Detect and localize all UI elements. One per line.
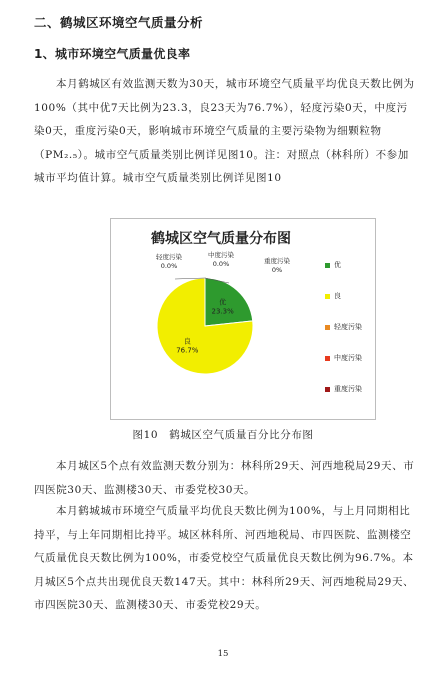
slice-percent-heavy-pollution: 0%: [271, 266, 283, 274]
pie-chart-figure: [110, 218, 376, 420]
legend-label-excellent: 优: [334, 261, 341, 269]
legend-swatch-heavy-pollution: [325, 387, 330, 392]
slice-label-light-pollution: 轻度污染: [156, 253, 182, 261]
legend-item-heavy-pollution: [325, 383, 362, 395]
paragraph-monitoring-days: 本月城区5个点有效监测天数分别为：林科所29天、河西地税局29天、市四医院30天、监测楼30天、市委党校30天。: [34, 460, 415, 496]
slice-percent-excellent: 23.3%: [211, 307, 234, 316]
legend-item-light-pollution: [325, 321, 362, 333]
legend-item-good: [325, 290, 341, 302]
legend-swatch-excellent: [325, 263, 330, 268]
section-heading: 二、鹤城区环境空气质量分析: [34, 15, 204, 30]
paragraph-good-days-analysis: 本月鹤城城市环境空气质量平均优良天数比例为100%，与上月同期相比持平，与上年同期相比持平。城区林科所、河西地税局、市四医院、监测楼空气质量优良天数比例为100%，市委党校空气质量优良天数比例为96.7%。本月城区5个点共出现优良天数147天。其中：林科所29天、河西地税局29天、市四医院30天、监测楼30天、市委党校29天。: [34, 505, 415, 611]
slice-label-moderate-pollution: 中度污染: [208, 251, 234, 259]
legend-item-moderate-pollution: [325, 352, 362, 364]
figure-caption: 图10 鹤城区空气质量百分比分布图: [132, 429, 314, 441]
slice-percent-light-pollution: 0.0%: [160, 262, 178, 270]
slice-label-excellent: 优: [219, 298, 227, 307]
legend-item-excellent: [325, 259, 341, 271]
slice-percent-good: 76.7%: [176, 346, 199, 355]
subsection-heading: 1、城市环境空气质量优良率: [34, 47, 191, 61]
legend-swatch-good: [325, 294, 330, 299]
pie-slice-excellent: [205, 278, 253, 326]
slice-label-good: 良: [183, 337, 191, 346]
paragraph-monthly-summary: 本月鹤城区有效监测天数为30天，城市环境空气质量平均优良天数比例为100%（其中优7天比例为23.3，良23天为76.7%），轻度污染0天，中度污染0天，重度污染0天，影响城市环境空气质量的主要污染物为细颗粒物（PM₂.₅）。城市空气质量类别比例详见图10。注：对照点（林科所）不参加城市平均值计算。城市空气质量类别比例详见图10: [34, 78, 415, 184]
legend-swatch-moderate-pollution: [325, 356, 330, 361]
legend-label-heavy-pollution: 重度污染: [334, 385, 362, 393]
pie-chart: [111, 219, 325, 419]
slice-label-heavy-pollution: 重度污染: [264, 257, 290, 265]
chart-legend: [325, 253, 375, 413]
legend-swatch-light-pollution: [325, 325, 330, 330]
legend-label-good: 良: [334, 292, 341, 300]
legend-label-light-pollution: 轻度污染: [334, 323, 362, 331]
legend-label-moderate-pollution: 中度污染: [334, 354, 362, 362]
chart-title: 鹤城区空气质量分布图: [151, 231, 291, 247]
slice-percent-moderate-pollution: 0.0%: [212, 260, 230, 268]
page-number: 15: [217, 649, 229, 659]
